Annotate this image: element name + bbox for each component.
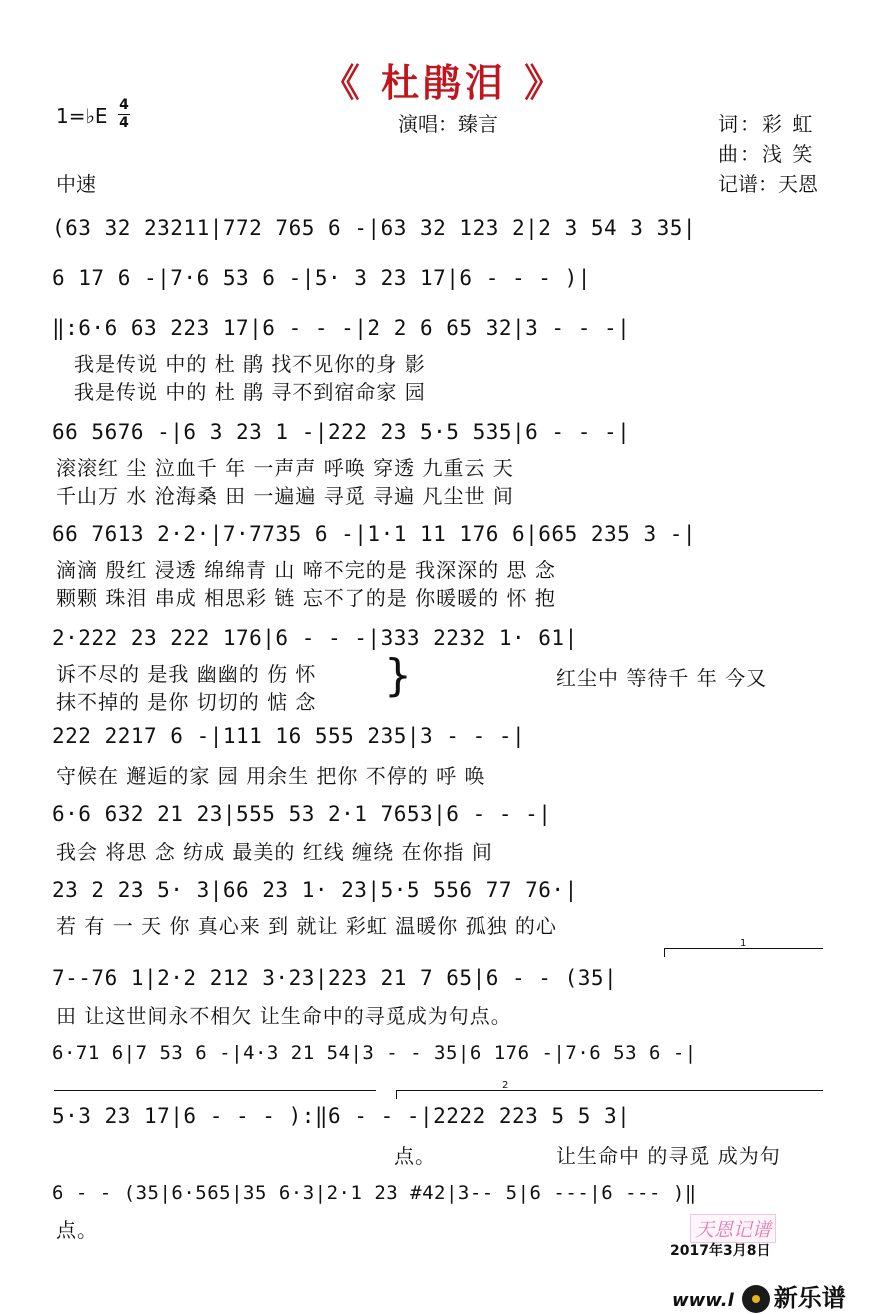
lyric-line-7: 守候在 邂逅的家 园 用余生 把你 不停的 呼 唤 [56,764,486,788]
music-line-7: 222 2217 6 -|111 16 555 235|3 - - -| [52,724,526,748]
lyric-line-12b: 让生命中 的寻觅 成为句 [556,1144,781,1168]
lyric-line-4a: 滚滚红 尘 泣血千 年 一声声 呼唤 穿透 九重云 天 [56,456,514,480]
music-line-12: 5·3 23 17|6 - - - ):‖6 - - -|2222 223 5 5 3| [52,1104,631,1128]
time-bottom: 4 [119,115,129,131]
repeat-brace: } [384,650,412,701]
music-line-1: (63 32 23211|772 765 6 -|63 32 123 2|2 3 54 3 35| [52,216,697,240]
lyricist-credit: 词：彩 虹 [718,112,815,136]
song-title: 《 杜鹃泪 》 [321,61,567,105]
music-line-11: 6·71 6|7 53 6 -|4·3 21 54|3 - - 35|6 176 -|7·6 53 6 -| [52,1042,697,1064]
site-url[interactable]: www.l [672,1290,734,1311]
music-line-4: 66 5676 -|6 3 23 1 -|222 23 5·5 535|6 - - -| [52,420,631,444]
key-signature: 1=♭E [56,104,108,128]
tempo-marking: 中速 [56,172,96,196]
brand-name: 新乐谱 [773,1284,846,1312]
lyric-line-6a: 诉不尽的 是我 幽幽的 伤 怀 [56,662,317,686]
disc-logo-icon [742,1285,770,1313]
second-ending-bracket [396,1090,823,1099]
transcriber-stamp: 天恩记谱 [690,1214,776,1243]
transcriber-credit: 记谱：天恩 [718,172,818,196]
music-line-6: 2·222 23 222 176|6 - - -|333 2232 1· 61| [52,626,578,650]
first-ending-number: 1 [740,938,747,949]
lyric-line-3b: 我是传说 中的 杜 鹃 寻不到宿命家 园 [74,380,426,404]
music-line-13: 6 - - (35|6·565|35 6·3|2·1 23 #42|3-- 5|6 ---|6 --- )‖ [52,1182,697,1204]
music-line-2: 6 17 6 -|7·6 53 6 -|5· 3 23 17|6 - - - )| [52,266,591,290]
transcription-date: 2017年3月8日 [670,1243,771,1259]
music-line-8: 6·6 632 21 23|555 53 2·1 7653|6 - - -| [52,802,552,826]
singer-credit: 演唱：臻言 [398,112,498,136]
lyric-line-9: 若 有 一 天 你 真心来 到 就让 彩虹 温暖你 孤独 的心 [56,914,557,938]
lyric-line-3a: 我是传说 中的 杜 鹃 找不见你的身 影 [74,352,426,376]
lyric-line-13: 点。 [56,1218,98,1242]
lyric-line-10: 田 让这世间永不相欠 让生命中的寻觅成为句点。 [56,1004,512,1028]
lyric-line-4b: 千山万 水 沧海桑 田 一遍遍 寻觅 寻遍 凡尘世 间 [56,484,514,508]
lyric-line-8: 我会 将思 念 纺成 最美的 红线 缠绕 在你指 间 [56,840,493,864]
lyric-line-5a: 滴滴 殷红 浸透 绵绵青 山 啼不完的是 我深深的 思 念 [56,558,556,582]
music-line-3: ‖:6·6 63 223 17|6 - - -|2 2 6 65 32|3 - - -| [52,316,631,340]
music-line-10: 7--76 1|2·2 212 3·23|223 21 7 65|6 - - (35| [52,966,618,990]
lyric-line-5b: 颗颗 珠泪 串成 相思彩 链 忘不了的是 你暖暖的 怀 抱 [56,586,556,610]
first-ending-continuation [54,1090,376,1099]
lyric-line-6c: 红尘中 等待千 年 今又 [556,666,768,690]
time-top: 4 [119,97,129,113]
lyric-line-6b: 抹不掉的 是你 切切的 惦 念 [56,690,317,714]
lyric-line-12a: 点。 [394,1144,436,1168]
music-line-5: 66 7613 2·2·|7·7735 6 -|1·1 11 176 6|665 235 3 -| [52,522,697,546]
music-line-9: 23 2 23 5· 3|66 23 1· 23|5·5 556 77 76·| [52,878,578,902]
site-brand[interactable] [672,1278,846,1313]
composer-credit: 曲：浅 笑 [718,142,815,166]
time-signature [118,98,130,131]
second-ending-number: 2 [502,1080,509,1091]
first-ending-bracket [664,948,823,957]
